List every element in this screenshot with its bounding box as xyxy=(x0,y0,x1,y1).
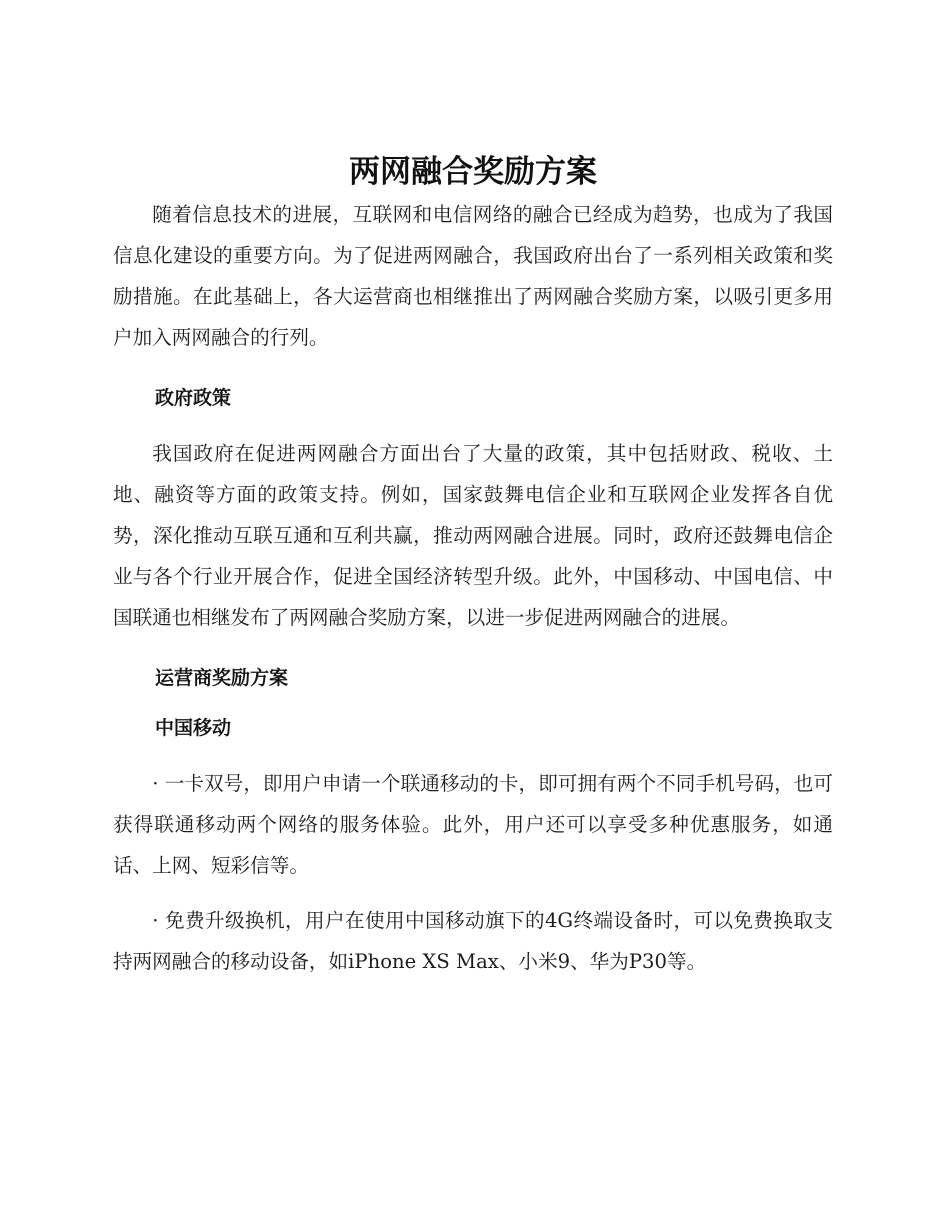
bullet-item-free-upgrade: · 免费升级换机，用户在使用中国移动旗下的4G终端设备时，可以免费换取支持两网融合的移动设备，如iPhone XS Max、小米9、华为P30等。 xyxy=(113,909,833,973)
intro-paragraph: 随着信息技术的进展，互联网和电信网络的融合已经成为趋势，也成为了我国信息化建设的重要方向。为了促进两网融合，我国政府出台了一系列相关政策和奖励措施。在此基础上，各大运营商也相继推出了两网融合奖励方案，以吸引更多用户加入两网融合的行列。 xyxy=(113,203,833,349)
section-heading-operator-rewards: 运营商奖励方案 xyxy=(155,667,289,689)
government-policy-paragraph: 我国政府在促进两网融合方面出台了大量的政策，其中包括财政、税收、土地、融资等方面的政策支持。例如，国家鼓舞电信企业和互联网企业发挥各自优势，深化推动互联互通和互利共赢，推动两网融合进展。同时，政府还鼓舞电信企业与各个行业开展合作，促进全国经济转型升级。此外，中国移动、中国电信、中国联通也相继发布了两网融合奖励方案，以进一步促进两网融合的进展。 xyxy=(113,442,833,629)
spacer xyxy=(113,886,833,900)
spacer xyxy=(113,749,833,763)
bullet-item-dual-number: · 一卡双号，即用户申请一个联通移动的卡，即可拥有两个不同手机号码，也可获得联通移动两个网络的服务体验。此外，用户还可以享受多种优惠服务，如通话、上网、短彩信等。 xyxy=(113,772,833,877)
spacer xyxy=(113,638,833,658)
spacer xyxy=(113,358,833,378)
document-title: 两网融合奖励方案 xyxy=(349,154,597,190)
section-heading-government-policy: 政府政策 xyxy=(155,387,232,409)
section-heading-china-mobile: 中国移动 xyxy=(155,717,232,739)
spacer xyxy=(113,699,833,708)
spacer xyxy=(113,419,833,433)
document-page xyxy=(113,150,833,982)
